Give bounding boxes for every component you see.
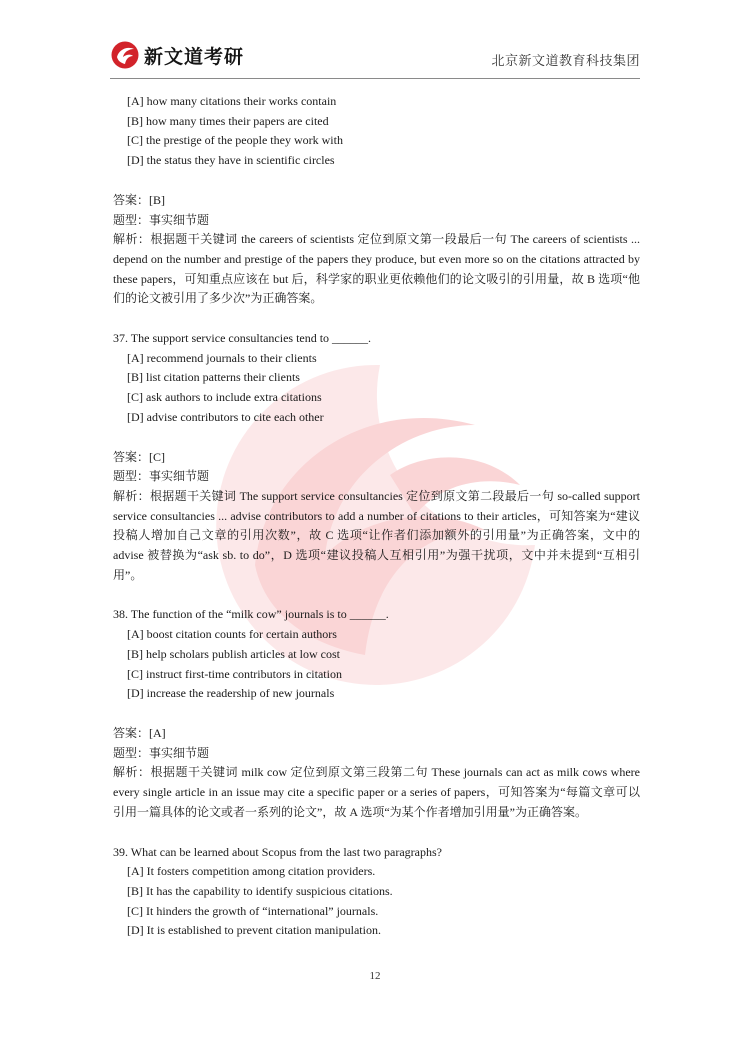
document-body bbox=[113, 92, 640, 941]
page-header bbox=[110, 36, 640, 79]
option-c: [C] the prestige of the people they work with bbox=[127, 133, 343, 148]
option-c: [C] instruct first-time contributors in citation bbox=[127, 666, 342, 681]
answer-line: 答案：[A] bbox=[113, 725, 166, 740]
question-block bbox=[113, 329, 640, 585]
option-d: [D] increase the readership of new journals bbox=[127, 686, 335, 701]
option-a: [A] recommend journals to their clients bbox=[127, 350, 317, 365]
question-stem: 39. What can be learned about Scopus from the last two paragraphs? bbox=[113, 844, 443, 859]
option-a: [A] It fosters competition among citation providers. bbox=[127, 864, 376, 879]
question-type: 题型：事实细节题 bbox=[113, 212, 210, 227]
company-name: 北京新文道教育科技集团 bbox=[491, 54, 640, 69]
question-type: 题型：事实细节题 bbox=[113, 469, 210, 484]
question-type: 题型：事实细节题 bbox=[113, 745, 210, 760]
answer-line: 答案：[B] bbox=[113, 192, 165, 207]
analysis-text: 解析：根据题干关键词 milk cow 定位到原文第三段第二句 These journals can act as milk cows where every single article in an issue may cite a specific paper or a series of papers，可知答案为“每篇文章可以引用一篇具体的论文或者一系列的论文”，故 A 选项“为某个作者增加引用量”为正确答案。 bbox=[113, 765, 640, 819]
option-a: [A] boost citation counts for certain authors bbox=[127, 627, 337, 642]
option-c: [C] ask authors to include extra citations bbox=[127, 390, 322, 405]
option-b: [B] list citation patterns their clients bbox=[127, 370, 300, 385]
question-stem: 37. The support service consultancies tend to ______. bbox=[113, 331, 372, 346]
option-c: [C] It hinders the growth of “international” journals. bbox=[127, 903, 379, 918]
question-block bbox=[113, 92, 640, 309]
question-block bbox=[113, 605, 640, 822]
answer-line: 答案：[C] bbox=[113, 449, 165, 464]
option-b: [B] how many times their papers are cited bbox=[127, 113, 329, 128]
question-stem: 38. The function of the “milk cow” journals is to ______. bbox=[113, 607, 389, 622]
analysis-text: 解析：根据题干关键词 The support service consultancies 定位到原文第二段最后一句 so-called support service consultancies ... advise contributors to add a number of citations to their articles，可知答案为“建议投稿人增加自己文章的引用次数”，故 C 选项“让作者们添加额外的引用量”为正确答案，文中的 advise 被替换为“ask sb. to do”，D 选项“建议投稿人互相引用”为强干扰项，文中并未提到“互相引用”。 bbox=[113, 488, 640, 582]
option-a: [A] how many citations their works contain bbox=[127, 94, 337, 108]
phoenix-logo-icon bbox=[110, 40, 140, 70]
option-b: [B] It has the capability to identify suspicious citations. bbox=[127, 883, 393, 898]
option-d: [D] advise contributors to cite each other bbox=[127, 409, 324, 424]
option-b: [B] help scholars publish articles at low cost bbox=[127, 646, 340, 661]
analysis-text: 解析：根据题干关键词 the careers of scientists 定位到原文第一段最后一句 The careers of scientists ... depend on the number and prestige of the papers they produce, but even more so on the citations attracted by these papers，可知重点应该在 but 后，科学家的职业更依赖他们的论文吸引的引用量，故 B 选项“他们的论文被引用了多少次”为正确答案。 bbox=[113, 232, 640, 306]
option-d: [D] the status they have in scientific circles bbox=[127, 153, 335, 168]
logo-text: 新文道考研 bbox=[144, 45, 245, 68]
option-d: [D] It is established to prevent citation manipulation. bbox=[127, 923, 381, 938]
question-block bbox=[113, 843, 640, 942]
brand-logo bbox=[110, 38, 244, 72]
page-number: 12 bbox=[369, 970, 381, 982]
